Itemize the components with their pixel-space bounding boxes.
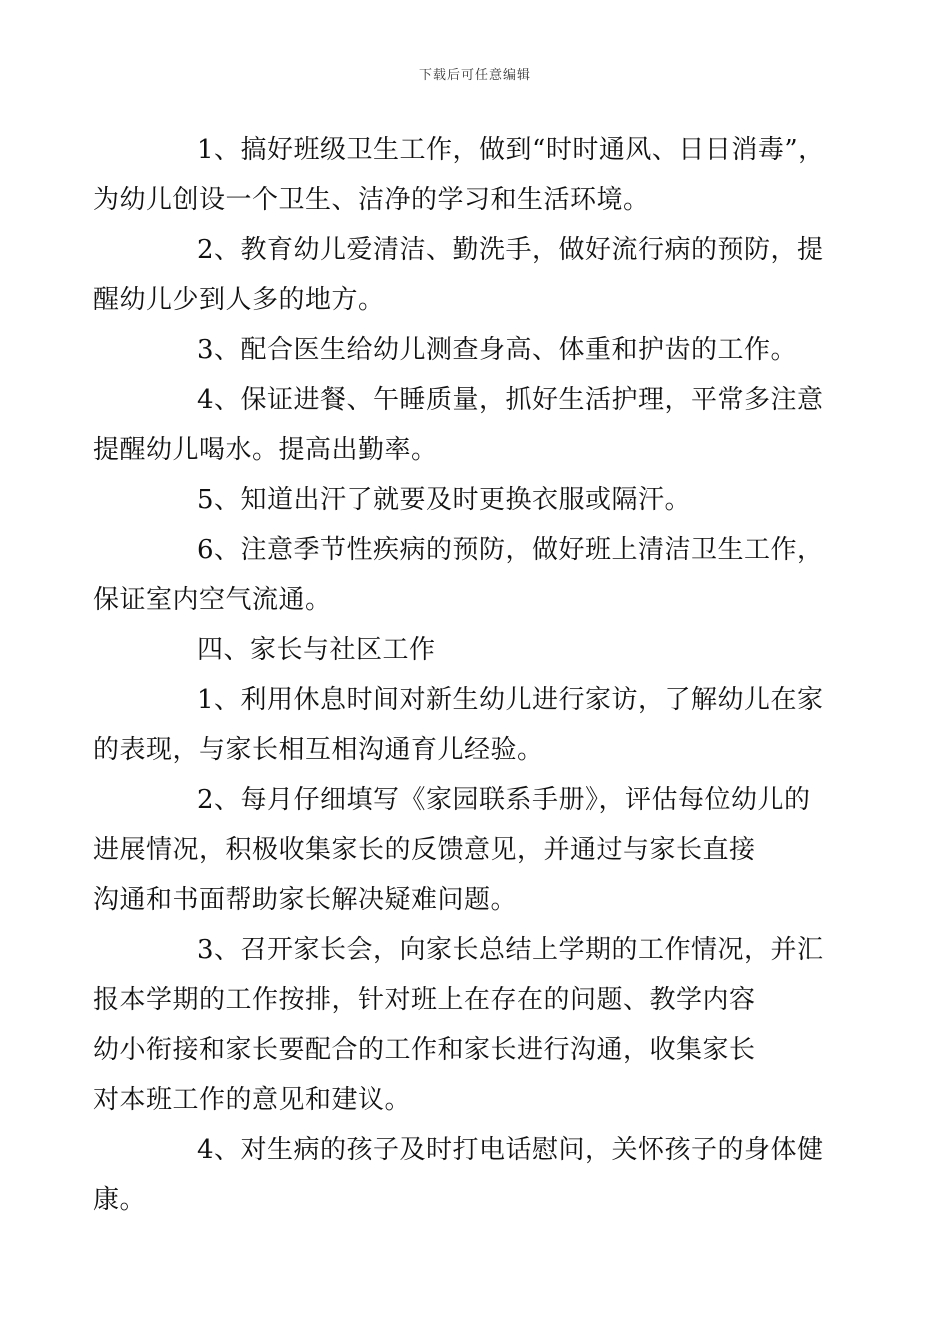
- paragraph: [93, 675, 824, 775]
- paragraph-line: 保证室内空气流通。: [93, 585, 332, 615]
- paragraph-line: 幼小衔接和家长要配合的工作和家长进行沟通，收集家长: [93, 1035, 756, 1065]
- paragraph-line: 5、知道出汗了就要及时更换衣服或隔汗。: [197, 485, 692, 515]
- paragraph-line: 报本学期的工作按排，针对班上在存在的问题、教学内容: [93, 985, 756, 1015]
- paragraph: [93, 775, 811, 925]
- paragraph-line: 醒幼儿少到人多的地方。: [93, 285, 385, 315]
- paragraph-line: 沟通和书面帮助家长解决疑难问题。: [93, 885, 518, 915]
- paragraph-line: 的表现，与家长相互相沟通育儿经验。: [93, 735, 544, 765]
- paragraph-line: 3、配合医生给幼儿测查身高、体重和护齿的工作。: [197, 335, 798, 365]
- paragraph-line: 进展情况，积极收集家长的反馈意见，并通过与家长直接: [93, 835, 756, 865]
- paragraph: [93, 925, 824, 1125]
- paragraph: [145, 325, 810, 375]
- section-heading-text: 四、家长与社区工作: [197, 635, 436, 665]
- paragraph: [145, 475, 810, 525]
- paragraph-line: 对本班工作的意见和建议。: [93, 1085, 412, 1115]
- paragraph: [93, 375, 824, 475]
- paragraph-line: 2、每月仔细填写《家园联系手册》，评估每位幼儿的: [197, 785, 811, 815]
- paragraph-line: 2、教育幼儿爱清洁、勤洗手，做好流行病的预防，提: [197, 235, 824, 265]
- section-heading: [145, 625, 810, 675]
- document-body: [93, 125, 825, 1225]
- paragraph-line: 为幼儿创设一个卫生、洁净的学习和生活环境。: [93, 185, 650, 215]
- paragraph-line: 4、保证进餐、午睡质量，抓好生活护理，平常多注意: [197, 385, 824, 415]
- paragraph-line: 提醒幼儿喝水。提高出勤率。: [93, 435, 438, 465]
- paragraph-line: 3、召开家长会，向家长总结上学期的工作情况，并汇: [197, 935, 824, 965]
- paragraph: [93, 525, 824, 625]
- paragraph-line: 1、搞好班级卫生工作，做到“时时通风、日日消毒”，: [197, 135, 825, 165]
- header-note: 下载后可任意编辑: [418, 68, 531, 83]
- paragraph: [93, 125, 825, 225]
- paragraph-line: 1、利用休息时间对新生幼儿进行家访，了解幼儿在家: [197, 685, 824, 715]
- paragraph: [93, 225, 824, 325]
- paragraph-line: 4、对生病的孩子及时打电话慰问，关怀孩子的身体健: [197, 1135, 824, 1165]
- paragraph-line: 6、注意季节性疾病的预防，做好班上清洁卫生工作，: [197, 535, 824, 565]
- paragraph: [93, 1125, 824, 1225]
- paragraph-line: 康。: [93, 1185, 147, 1215]
